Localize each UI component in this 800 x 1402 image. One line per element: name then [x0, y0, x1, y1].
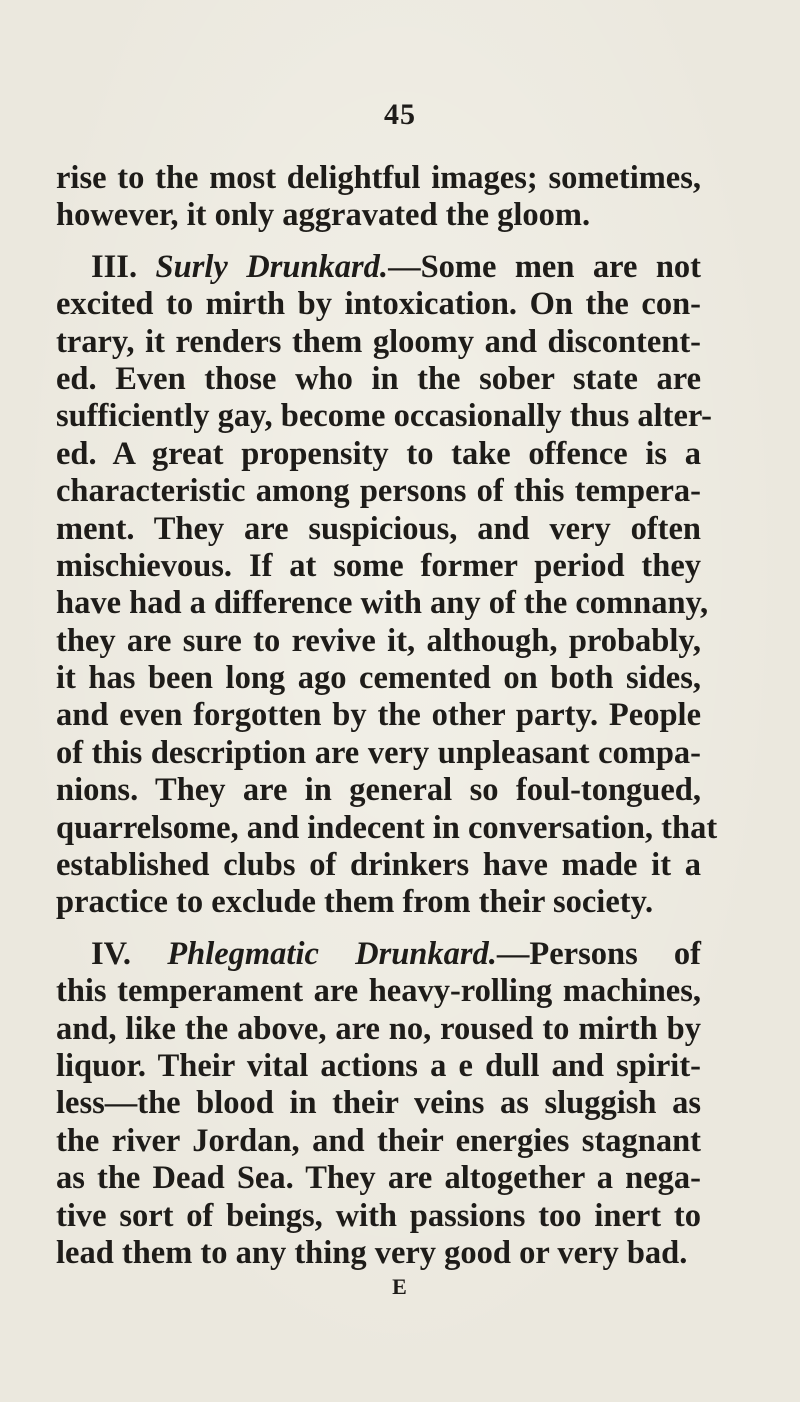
text-line: and, like the above, are no, roused to mirth by	[56, 1010, 701, 1047]
text-line: it has been long ago cemented on both sides,	[56, 660, 701, 697]
text-line: they are sure to revive it, although, probably,	[56, 622, 701, 659]
text-line: liquor. Their vital actions a e dull and spirit-	[56, 1047, 701, 1084]
text-line: nions. They are in general so foul-tongued,	[56, 772, 701, 809]
text-line: established clubs of drinkers have made it a	[56, 847, 701, 884]
paragraph-first-line	[56, 936, 701, 973]
text-line: lead them to any thing very good or very bad.	[56, 1234, 688, 1271]
text-line: rise to the most delightful images; sometimes,	[56, 160, 701, 196]
text-line: this temperament are heavy-rolling machines,	[56, 973, 701, 1010]
signature-mark: E	[392, 1274, 408, 1299]
text-line: trary, it renders them gloomy and discontent-	[56, 323, 701, 360]
text-line: however, it only aggravated the gloom.	[56, 197, 591, 234]
text-line: characteristic among persons of this tempera-	[56, 473, 701, 510]
text-line: practice to exclude them from their society.	[56, 884, 654, 921]
text-line: quarrelsome, and indecent in conversation, that	[56, 809, 718, 846]
text-line: mischievous. If at some former period they	[56, 547, 701, 584]
text-line: ed. Even those who in the sober state are	[56, 360, 701, 397]
text-line: less—the blood in their veins as sluggish as	[56, 1085, 701, 1122]
text-run: —Some men are not	[388, 248, 702, 285]
text-line: ed. A great propensity to take offence is a	[56, 435, 701, 472]
text-line: excited to mirth by intoxication. On the con-	[56, 286, 701, 323]
text-line: of this description are very unpleasant compa-	[56, 734, 701, 771]
section-heading: Surly Drunkard.	[155, 248, 389, 285]
text-line: ment. They are suspicious, and very often	[56, 510, 701, 547]
text-line: tive sort of beings, with passions too inert to	[56, 1197, 701, 1234]
paragraph-continuation	[56, 160, 701, 235]
page-number: 45	[384, 98, 416, 131]
text-line: the river Jordan, and their energies stagnant	[56, 1122, 701, 1159]
page-body-text	[56, 160, 718, 1272]
text-line: sufficiently gay, become occasionally thus alter-	[56, 398, 712, 435]
text-line: and even forgotten by the other party. People	[56, 697, 701, 734]
paragraph-phlegmatic-drunkard	[56, 936, 701, 1273]
paragraph-surly-drunkard	[56, 248, 718, 922]
paragraph-first-line	[56, 249, 701, 286]
text-line: have had a difference with any of the comnany,	[56, 585, 709, 622]
text-run: —Persons of	[496, 935, 701, 972]
section-number: III.	[91, 248, 138, 285]
section-number: IV.	[91, 935, 132, 972]
section-heading: Phlegmatic Drunkard.	[167, 935, 497, 972]
text-line: as the Dead Sea. They are altogether a nega-	[56, 1160, 701, 1197]
